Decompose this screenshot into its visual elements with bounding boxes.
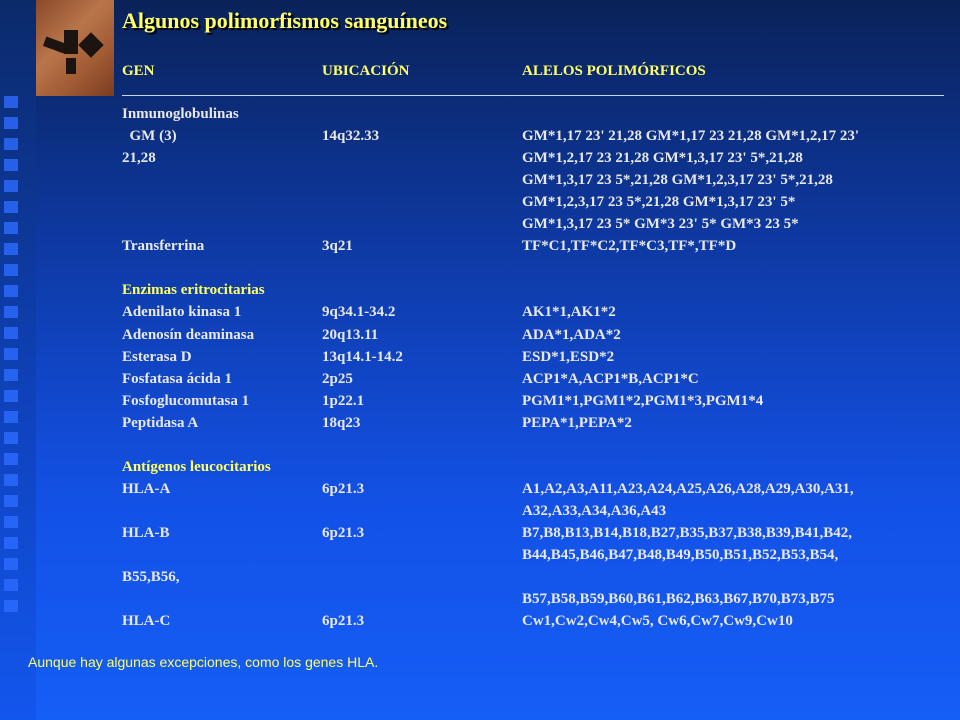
alleles-cell: ACP1*A,ACP1*B,ACP1*C bbox=[522, 370, 699, 387]
alleles-cell: ESD*1,ESD*2 bbox=[522, 348, 615, 365]
logo-image bbox=[36, 0, 114, 96]
left-decorative-bar bbox=[0, 0, 36, 720]
alleles-cell: A32,A33,A34,A36,A43 bbox=[522, 502, 667, 519]
alleles-cell: A1,A2,A3,A11,A23,A24,A25,A26,A28,A29,A30,A31, bbox=[522, 480, 854, 497]
header-alelos: ALELOS POLIMÓRFICOS bbox=[522, 63, 706, 79]
location-cell: 13q14.1-14.2 bbox=[322, 348, 403, 365]
location-cell: 6p21.3 bbox=[322, 524, 365, 541]
location-cell: 3q21 bbox=[322, 238, 353, 255]
gene-cell: Esterasa D bbox=[122, 348, 192, 365]
alleles-cell: B44,B45,B46,B47,B48,B49,B50,B51,B52,B53,B54, bbox=[522, 547, 839, 563]
alleles-cell: AK1*1,AK1*2 bbox=[522, 304, 616, 321]
gene-cell: HLA-A bbox=[122, 480, 171, 497]
gene-cell: Adenilato kinasa 1 bbox=[122, 304, 242, 321]
gene-cell: HLA-C bbox=[122, 613, 171, 630]
gene-cell: Antígenos leucocitarios bbox=[122, 458, 271, 475]
alleles-cell: GM*1,2,3,17 23 5*,21,28 GM*1,3,17 23' 5* bbox=[522, 194, 796, 211]
location-cell: 1p22.1 bbox=[322, 392, 365, 409]
header-divider bbox=[122, 95, 944, 96]
footnote: Aunque hay algunas excepciones, como los genes HLA. bbox=[28, 654, 379, 670]
location-cell: 18q23 bbox=[322, 414, 361, 431]
alleles-cell: GM*1,17 23' 21,28 GM*1,17 23 21,28 GM*1,2,17 23' bbox=[522, 128, 860, 145]
alleles-cell: GM*1,3,17 23 5*,21,28 GM*1,2,3,17 23' 5*,21,28 bbox=[522, 172, 833, 189]
location-cell: 14q32.33 bbox=[322, 128, 380, 145]
gene-cell: Enzimas eritrocitarias bbox=[122, 282, 265, 299]
gene-cell: Inmunoglobulinas bbox=[122, 106, 239, 122]
header-gen: GEN bbox=[122, 63, 155, 79]
alleles-cell: TF*C1,TF*C2,TF*C3,TF*,TF*D bbox=[522, 238, 737, 255]
gene-cell: Fosfoglucomutasa 1 bbox=[122, 392, 250, 409]
gene-cell: Fosfatasa ácida 1 bbox=[122, 370, 232, 387]
gene-cell: 21,28 bbox=[122, 150, 156, 167]
gene-cell: HLA-B bbox=[122, 524, 170, 541]
header-ubicacion: UBICACIÓN bbox=[322, 63, 410, 79]
location-cell: 9q34.1-34.2 bbox=[322, 304, 396, 321]
location-cell: 6p21.3 bbox=[322, 613, 365, 630]
alleles-cell: Cw1,Cw2,Cw4,Cw5, Cw6,Cw7,Cw9,Cw10 bbox=[522, 613, 793, 630]
alleles-cell: B57,B58,B59,B60,B61,B62,B63,B67,B70,B73,B75 bbox=[522, 591, 835, 608]
slide-title: Algunos polimorfismos sanguíneos bbox=[122, 8, 448, 33]
gene-cell: B55,B56, bbox=[122, 569, 180, 586]
location-cell: 2p25 bbox=[322, 370, 353, 387]
location-cell: 6p21.3 bbox=[322, 480, 365, 497]
gene-cell: Peptidasa A bbox=[122, 414, 199, 431]
alleles-cell: ADA*1,ADA*2 bbox=[522, 326, 621, 343]
gene-cell: Adenosín deaminasa bbox=[122, 326, 255, 343]
location-cell: 20q13.11 bbox=[322, 326, 379, 343]
alleles-cell: PGM1*1,PGM1*2,PGM1*3,PGM1*4 bbox=[522, 392, 764, 409]
gene-cell: GM (3) bbox=[122, 128, 177, 145]
alleles-cell: GM*1,2,17 23 21,28 GM*1,3,17 23' 5*,21,28 bbox=[522, 150, 803, 167]
decorative-squares bbox=[4, 96, 26, 621]
alleles-cell: PEPA*1,PEPA*2 bbox=[522, 414, 632, 431]
gene-cell: Transferrina bbox=[122, 238, 205, 255]
alleles-cell: GM*1,3,17 23 5* GM*3 23' 5* GM*3 23 5* bbox=[522, 216, 799, 233]
alleles-cell: B7,B8,B13,B14,B18,B27,B35,B37,B38,B39,B41,B42, bbox=[522, 524, 853, 541]
